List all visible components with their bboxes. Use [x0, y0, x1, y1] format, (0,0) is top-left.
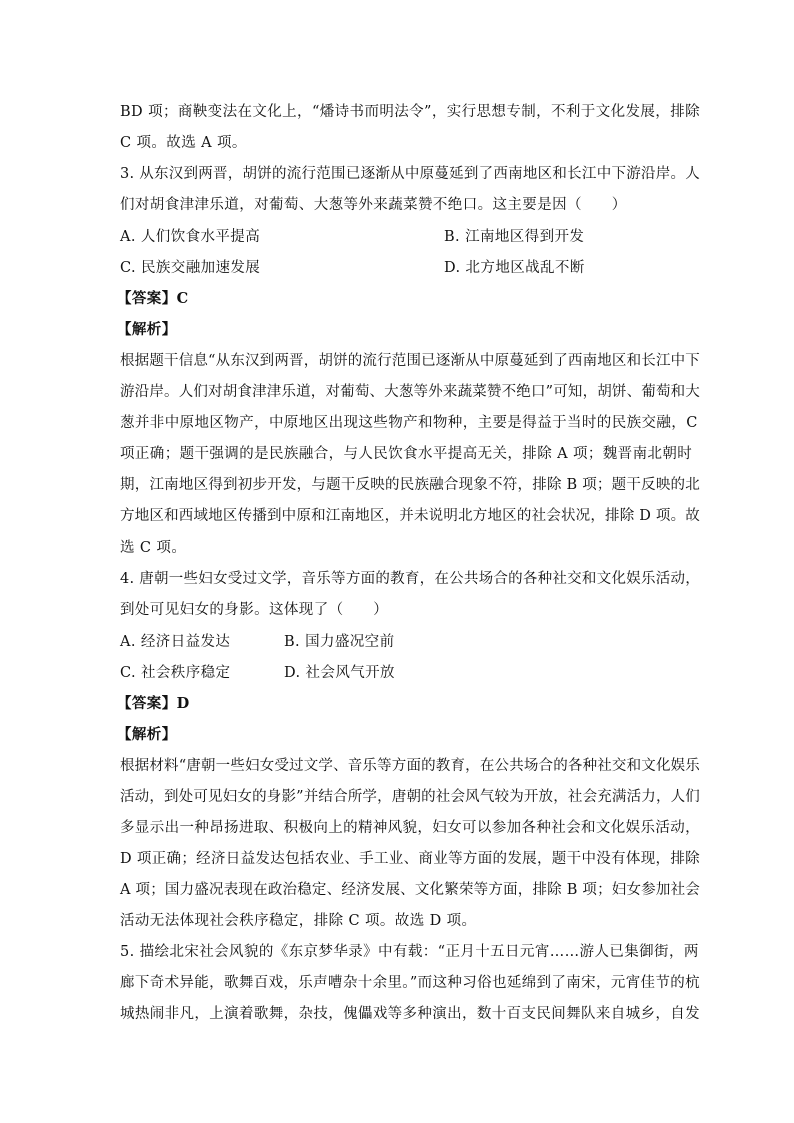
- text-line: C 项。故选 A 项。: [120, 135, 247, 151]
- q3-analysis-heading: 【解析】: [117, 321, 177, 338]
- q3-analysis-line: 选 C 项。: [120, 540, 187, 556]
- q3-analysis-line: 期，江南地区得到初步开发，与题干反映的民族融合现象不符，排除 B 项；题干反映的北: [120, 477, 700, 493]
- q4-analysis-heading: 【解析】: [117, 726, 177, 743]
- q3-analysis-line: 葱并非中原地区物产，中原地区出现这些物产和物种，主要是得益于当时的民族交融，C: [120, 415, 698, 431]
- q4-analysis-line: 多显示出一种昂扬进取、积极向上的精神风貌，妇女可以参加各种社会和文化娱乐活动，: [120, 820, 700, 836]
- q3-option-c: C. 民族交融加速发展: [120, 260, 261, 276]
- question-4-stem: 到处可见妇女的身影。这体现了（ ）: [120, 602, 389, 618]
- q4-option-c: C. 社会秩序稳定: [120, 665, 231, 681]
- q3-analysis-line: 游沿岸。人们对胡食津津乐道，对葡萄、大葱等外来蔬菜赞不绝口”可知，胡饼、葡萄和大: [120, 384, 700, 400]
- q4-option-b: B. 国力盛况空前: [284, 634, 395, 650]
- q3-option-d: D. 北方地区战乱不断: [444, 260, 585, 276]
- q4-answer: 【答案】D: [117, 695, 190, 712]
- question-5-stem: 5. 描绘北宋社会风貌的《东京梦华录》中有载：“正月十五日元宵……游人已集御街，两: [120, 944, 699, 960]
- q3-analysis-line: 根据题干信息“从东汉到两晋，胡饼的流行范围已逐渐从中原蔓延到了西南地区和长江中下: [120, 353, 700, 369]
- question-3-stem: 们对胡食津津乐道，对葡萄、大葱等外来蔬菜赞不绝口。这主要是因（ ）: [120, 197, 627, 213]
- text-line: BD 项；商鞅变法在文化上，“燔诗书而明法令”，实行思想专制，不利于文化发展，排除: [120, 104, 700, 120]
- q4-analysis-line: D 项正确；经济日益发达包括农业、手工业、商业等方面的发展，题干中没有体现，排除: [120, 851, 700, 867]
- q3-analysis-line: 方地区和西域地区传播到中原和江南地区，并未说明北方地区的社会状况，排除 D 项。故: [120, 508, 700, 524]
- question-3-stem: 3. 从东汉到两晋，胡饼的流行范围已逐渐从中原蔓延到了西南地区和长江中下游沿岸。人: [120, 166, 700, 182]
- q4-option-a: A. 经济日益发达: [120, 634, 231, 650]
- question-5-stem: 廊下奇术异能，歌舞百戏，乐声嘈杂十余里。”而这种习俗也延绵到了南宋，元宵佳节的杭: [120, 975, 700, 991]
- question-4-stem: 4. 唐朝一些妇女受过文学，音乐等方面的教育，在公共场合的各种社交和文化娱乐活动，: [120, 571, 700, 587]
- q3-option-b: B. 江南地区得到开发: [444, 229, 585, 245]
- question-5-stem: 城热闹非凡，上演着歌舞，杂技，傀儡戏等多种演出，数十百支民间舞队来自城乡，自发: [120, 1006, 700, 1022]
- q3-analysis-line: 项正确；题干强调的是民族融合，与人民饮食水平提高无关，排除 A 项；魏晋南北朝时: [120, 446, 693, 462]
- q4-option-d: D. 社会风气开放: [284, 665, 395, 681]
- q4-analysis-line: 活动，到处可见妇女的身影”并结合所学，唐朝的社会风气较为开放，社会充满活力，人们: [120, 789, 700, 805]
- q3-answer: 【答案】C: [117, 290, 189, 307]
- q3-option-a: A. 人们饮食水平提高: [120, 229, 261, 245]
- q4-analysis-line: 活动无法体现社会秩序稳定，排除 C 项。故选 D 项。: [120, 913, 477, 929]
- q4-analysis-line: 根据材料“唐朝一些妇女受过文学、音乐等方面的教育，在公共场合的各种社交和文化娱乐: [120, 758, 700, 774]
- q4-analysis-line: A 项；国力盛况表现在政治稳定、经济发展、文化繁荣等方面，排除 B 项；妇女参加社会: [120, 882, 700, 898]
